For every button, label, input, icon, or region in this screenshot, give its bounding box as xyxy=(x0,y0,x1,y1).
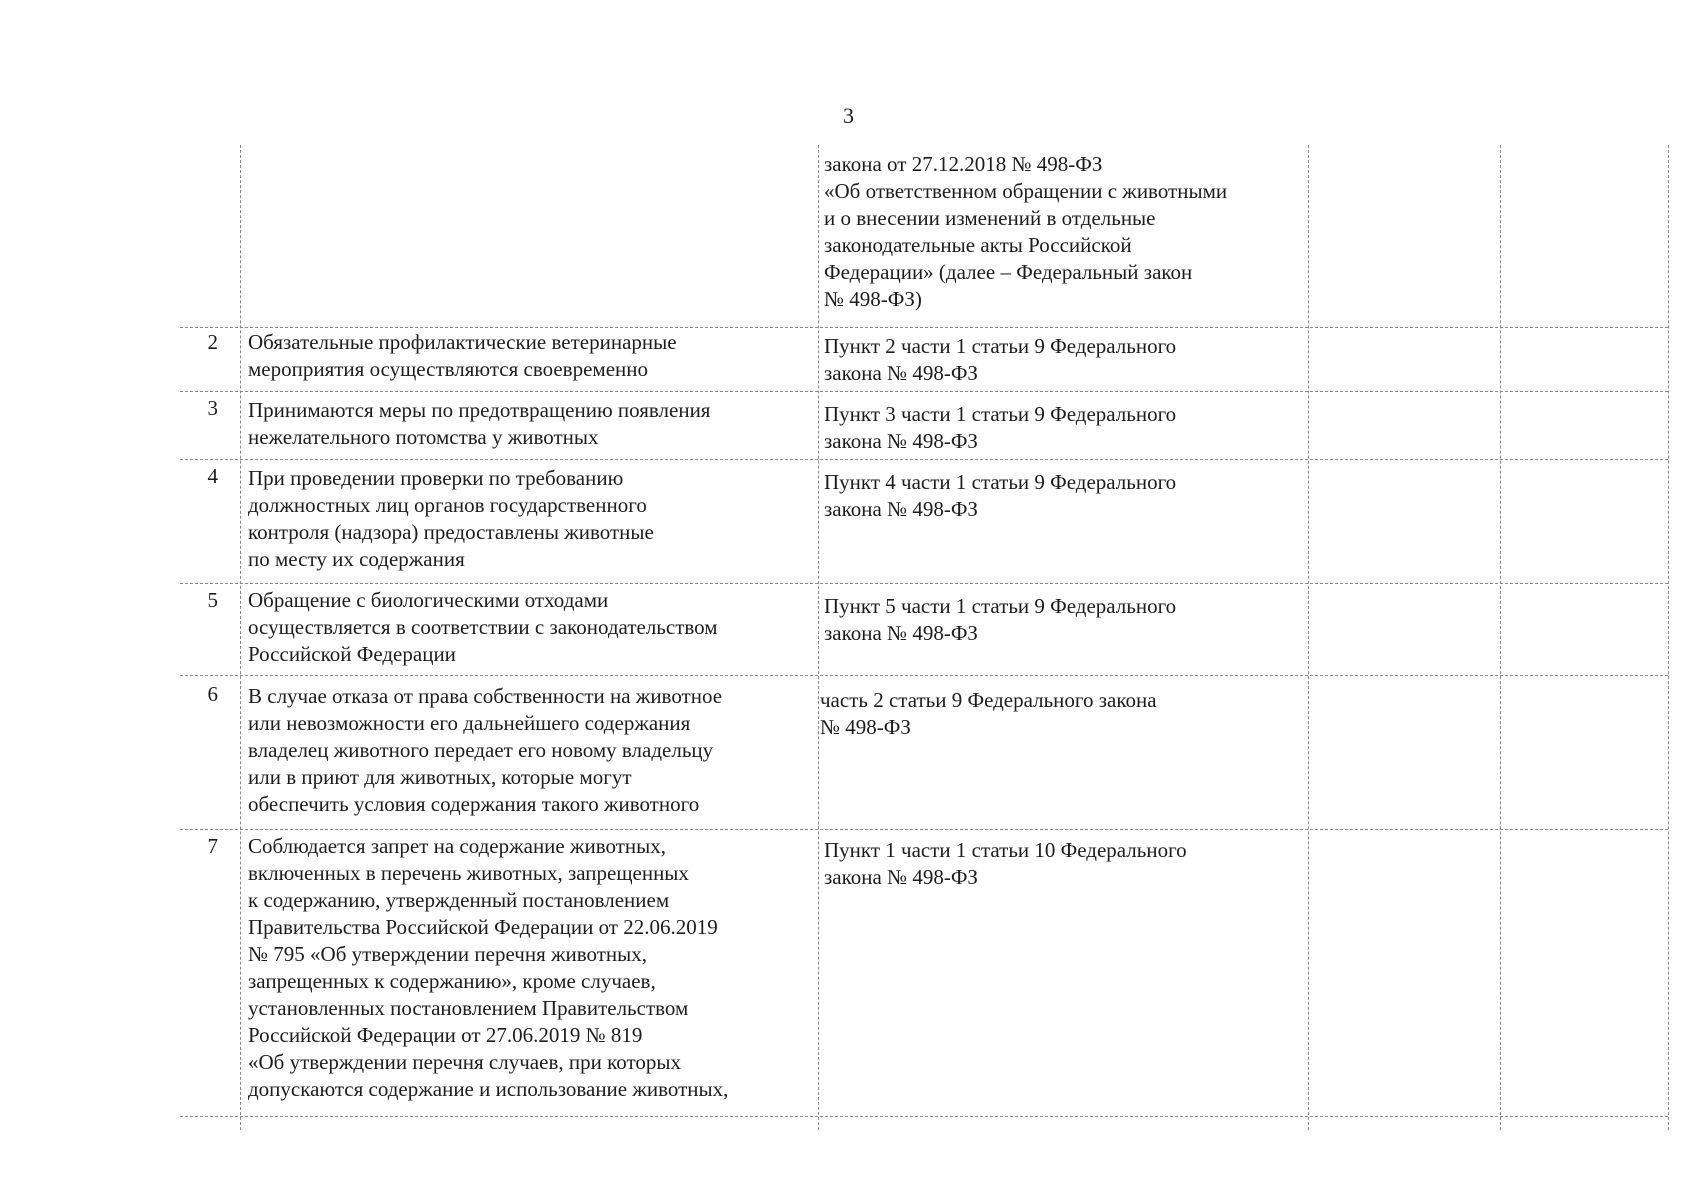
table-hline xyxy=(180,675,1668,676)
table-vline xyxy=(1308,145,1309,1130)
requirement-cell: При проведении проверки по требованию должностных лиц органов государственного контроля (надзора) предоставлены животные по месту их содержания xyxy=(248,466,654,571)
row-number: 6 xyxy=(207,682,218,706)
reference-cell: Пункт 2 части 1 статьи 9 Федерального закона № 498-ФЗ xyxy=(824,334,1177,385)
reference-cell: Пункт 4 части 1 статьи 9 Федерального закона № 498-ФЗ xyxy=(824,470,1177,521)
table-hline xyxy=(180,391,1668,392)
table-vline xyxy=(240,145,241,1130)
requirement-cell: Принимаются меры по предотвращению появления нежелательного потомства у животных xyxy=(248,398,711,449)
table-vline xyxy=(1668,145,1669,1130)
requirement-cell: Соблюдается запрет на содержание животных, включенных в перечень животных, запрещенных к содержанию, утвержденный постановлением Правительства Российской Федерации от 22.06.2019 № 795 «Об утверждении перечня животных, запрещенных к содержанию», кроме случаев, установленных постановлением Правительством Российской Федерации от 27.06.2019 № 819 «Об утверждении перечня случаев, при которых допускаются содержание и использование животных, xyxy=(248,834,729,1101)
reference-cell: закона от 27.12.2018 № 498-ФЗ «Об ответственном обращении с животными и о внесении изменений в отдельные законодательные акты Российской Федерации» (далее – Федеральный закон № 498-ФЗ) xyxy=(824,152,1228,311)
table-vline xyxy=(1500,145,1501,1130)
reference-cell: Пункт 3 части 1 статьи 9 Федерального закона № 498-ФЗ xyxy=(824,402,1177,453)
row-number: 5 xyxy=(207,588,218,612)
requirement-cell: Обращение с биологическими отходами осуществляется в соответствии с законодательством Российской Федерации xyxy=(248,588,718,666)
table-vline xyxy=(818,145,819,1130)
table-hline xyxy=(180,583,1668,584)
row-number: 4 xyxy=(207,464,218,488)
table-hline xyxy=(180,1116,1668,1117)
table-hline xyxy=(180,327,1668,328)
table-hline xyxy=(180,829,1668,830)
reference-cell: Пункт 5 части 1 статьи 9 Федерального закона № 498-ФЗ xyxy=(824,594,1177,645)
reference-cell: Пункт 1 части 1 статьи 10 Федерального закона № 498-ФЗ xyxy=(824,838,1187,889)
requirement-cell: В случае отказа от права собственности на животное или невозможности его дальнейшего содержания владелец животного передает его новому владельцу или в приют для животных, которые могут обеспечить условия содержания такого животного xyxy=(248,684,723,816)
page-number: 3 xyxy=(843,103,854,128)
row-number: 3 xyxy=(207,396,218,420)
reference-cell: часть 2 статьи 9 Федерального закона № 498-ФЗ xyxy=(820,688,1157,739)
row-number: 2 xyxy=(207,330,218,354)
requirement-cell: Обязательные профилактические ветеринарные мероприятия осуществляются своевременно xyxy=(248,330,677,381)
row-number: 7 xyxy=(207,834,218,858)
table-hline xyxy=(180,459,1668,460)
